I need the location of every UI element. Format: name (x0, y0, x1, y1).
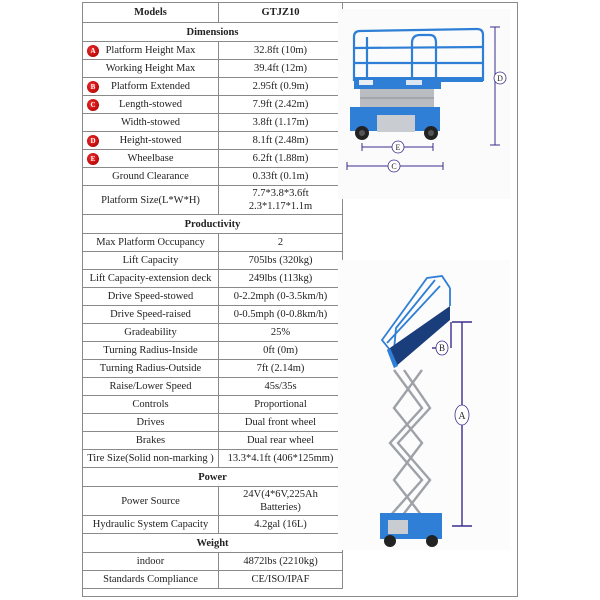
spec-label: Turning Radius-Inside (103, 345, 198, 356)
spec-label-cell (83, 168, 219, 186)
spec-value-cell (219, 234, 343, 252)
spec-value-cell (219, 378, 343, 396)
spec-row (83, 186, 343, 215)
spec-value-cell (219, 324, 343, 342)
spec-label: Tire Size(Solid non-marking ) (87, 453, 214, 464)
spec-value: 25% (270, 327, 291, 338)
extension-deck (441, 77, 483, 82)
spec-value: 6.2ft (1.88m) (252, 153, 309, 164)
spec-row (83, 42, 343, 60)
spec-row (83, 252, 343, 270)
spec-label-cell (83, 360, 219, 378)
raised-front-wheel (384, 535, 396, 547)
spec-row (83, 324, 343, 342)
spec-value-cell (219, 114, 343, 132)
section-header-row (83, 215, 343, 234)
spec-label-cell (83, 450, 219, 468)
spec-row (83, 234, 343, 252)
spec-value: 13.3*4.1ft (406*125mm) (227, 453, 334, 464)
spec-value-cell (219, 252, 343, 270)
spec-label: Platform Extended (110, 81, 191, 92)
spec-table (82, 2, 343, 589)
spec-value-cell (219, 487, 343, 516)
spec-label-cell (83, 553, 219, 571)
spec-value: 0.33ft (0.1m) (252, 171, 309, 182)
spec-value: CE/ISO/IPAF (251, 574, 310, 585)
spec-value: 24V(4*6V,225Ah (243, 489, 318, 500)
spec-value-cell (219, 270, 343, 288)
dimension-marker-icon: A (87, 45, 99, 57)
spec-label-cell (83, 234, 219, 252)
spec-value: 45s/35s (264, 381, 297, 392)
spec-label-cell (83, 60, 219, 78)
spec-value-cell (219, 288, 343, 306)
dimension-marker-icon: C (87, 99, 99, 111)
spec-label-cell (83, 432, 219, 450)
spec-row (83, 396, 343, 414)
spec-value-cell (219, 360, 343, 378)
spec-value-cell (219, 60, 343, 78)
spec-label-cell (83, 487, 219, 516)
section-header-row (83, 468, 343, 487)
section-header-row (83, 534, 343, 553)
spec-row (83, 150, 343, 168)
spec-label: Ground Clearance (112, 171, 189, 182)
spec-value: 4.2gal (16L) (254, 519, 307, 530)
spec-label: Platform Size(L*W*H) (101, 194, 200, 206)
spec-label-cell (83, 288, 219, 306)
spec-label: Standards Compliance (103, 574, 198, 585)
dimension-marker-icon: B (87, 81, 99, 93)
spec-value-cell (219, 450, 343, 468)
spec-row (83, 78, 343, 96)
spec-value: Dual rear wheel (246, 435, 315, 446)
spec-label: indoor (136, 556, 165, 567)
spec-row (83, 378, 343, 396)
label-c: C (391, 162, 397, 171)
spec-label-cell (83, 324, 219, 342)
spec-value-line2: 2.3*1.17*1.1m (248, 201, 313, 212)
spec-label-cell (83, 306, 219, 324)
label-a: A (458, 411, 466, 422)
label-d: D (497, 74, 503, 83)
spec-label: Working Height Max (105, 63, 196, 74)
spec-value: 2.95ft (0.9m) (252, 81, 309, 92)
diagram-panel (332, 3, 517, 596)
spec-label: Max Platform Occupancy (96, 237, 205, 248)
spec-label: Width-stowed (120, 117, 181, 128)
spec-label-cell (83, 78, 219, 96)
spec-value: 4872lbs (2210kg) (243, 556, 318, 567)
spec-value-cell (219, 571, 343, 589)
spec-label: Length-stowed (119, 99, 182, 110)
spec-value-line2: Batteries) (260, 502, 301, 513)
spec-label-cell (83, 414, 219, 432)
spec-label-cell (83, 342, 219, 360)
spec-value: 32.8ft (10m) (253, 45, 308, 56)
spec-row (83, 114, 343, 132)
spec-value: 0ft (0m) (263, 345, 298, 356)
spec-label: Drive Speed-stowed (107, 291, 194, 302)
spec-row (83, 414, 343, 432)
spec-label-cell (83, 186, 219, 215)
spec-value: 705lbs (320kg) (248, 255, 313, 266)
spec-label-cell (83, 378, 219, 396)
spec-label-cell (83, 42, 219, 60)
section-title: Weight (83, 534, 343, 553)
spec-value-cell (219, 186, 343, 215)
spec-label-cell (83, 270, 219, 288)
label-b: B (438, 343, 446, 353)
spec-value-cell (219, 132, 343, 150)
spec-value: 7ft (2.14m) (256, 363, 305, 374)
models-header: Models (83, 3, 219, 23)
label-e: E (395, 143, 401, 152)
raised-rear-wheel (426, 535, 438, 547)
model-plate-left (359, 80, 373, 85)
spec-row (83, 132, 343, 150)
section-title: Power (83, 468, 343, 487)
spec-value-cell (219, 516, 343, 534)
spec-row (83, 450, 343, 468)
spec-value: 39.4ft (12m) (253, 63, 308, 74)
dimension-marker-icon: D (87, 135, 99, 147)
spec-label: Lift Capacity-extension deck (89, 273, 212, 284)
spec-label-cell (83, 396, 219, 414)
spec-value: 3.8ft (1.17m) (252, 117, 309, 128)
spec-row (83, 60, 343, 78)
spec-value-cell (219, 168, 343, 186)
spec-value-cell (219, 553, 343, 571)
spec-value: 0-2.2mph (0-3.5km/h) (233, 291, 328, 302)
spec-row (83, 288, 343, 306)
spec-row (83, 342, 343, 360)
spec-label: Brakes (135, 435, 166, 446)
spec-row (83, 487, 343, 516)
spec-label: Hydraulic System Capacity (92, 519, 209, 530)
model-plate-right (406, 80, 422, 85)
spec-value-cell (219, 432, 343, 450)
spec-row (83, 96, 343, 114)
spec-value: 7.9ft (2.42m) (252, 99, 309, 110)
spec-label-cell (83, 150, 219, 168)
spec-label: Lift Capacity (122, 255, 179, 266)
spec-value: Dual front wheel (244, 417, 317, 428)
section-title: Productivity (83, 215, 343, 234)
spec-label-cell (83, 252, 219, 270)
raised-lift-diagram (332, 258, 517, 558)
section-header-row (83, 23, 343, 42)
spec-value-cell (219, 78, 343, 96)
spec-label: Drives (136, 417, 165, 428)
spec-value: 7.7*3.8*3.6ft (252, 188, 309, 199)
spec-row (83, 571, 343, 589)
spec-value-cell (219, 414, 343, 432)
spec-label-cell (83, 571, 219, 589)
spec-value-cell (219, 150, 343, 168)
section-title: Dimensions (83, 23, 343, 42)
spec-value: Proportional (254, 399, 307, 410)
spec-value-cell (219, 396, 343, 414)
spec-label: Controls (132, 399, 169, 410)
spec-label: Power Source (121, 495, 180, 507)
spec-label: Platform Height Max (105, 45, 196, 56)
spec-value: 0-0.5mph (0-0.8km/h) (233, 309, 328, 320)
spec-label-cell (83, 516, 219, 534)
spec-label: Height-stowed (119, 135, 182, 146)
spec-row (83, 270, 343, 288)
spec-label-cell (83, 96, 219, 114)
spec-value-cell (219, 42, 343, 60)
spec-label: Wheelbase (127, 153, 174, 164)
spec-row (83, 432, 343, 450)
spec-row (83, 306, 343, 324)
header-row (83, 3, 343, 23)
spec-row (83, 553, 343, 571)
spec-value-cell (219, 306, 343, 324)
dimension-marker-icon: E (87, 153, 99, 165)
spec-value: 8.1ft (2.48m) (252, 135, 309, 146)
spec-row (83, 360, 343, 378)
stowed-lift-diagram (332, 3, 517, 203)
spec-label: Raise/Lower Speed (109, 381, 192, 392)
spec-value: 249lbs (113kg) (248, 273, 313, 284)
spec-row (83, 168, 343, 186)
spec-label: Gradeability (124, 327, 177, 338)
spec-label: Turning Radius-Outside (99, 363, 202, 374)
spec-value-cell (219, 342, 343, 360)
spec-value: 2 (277, 237, 284, 248)
spec-label-cell (83, 114, 219, 132)
spec-row (83, 516, 343, 534)
spec-value-cell (219, 96, 343, 114)
spec-label: Drive Speed-raised (110, 309, 191, 320)
model-value-header: GTJZ10 (219, 3, 343, 23)
battery-tray (377, 115, 415, 132)
spec-label-cell (83, 132, 219, 150)
